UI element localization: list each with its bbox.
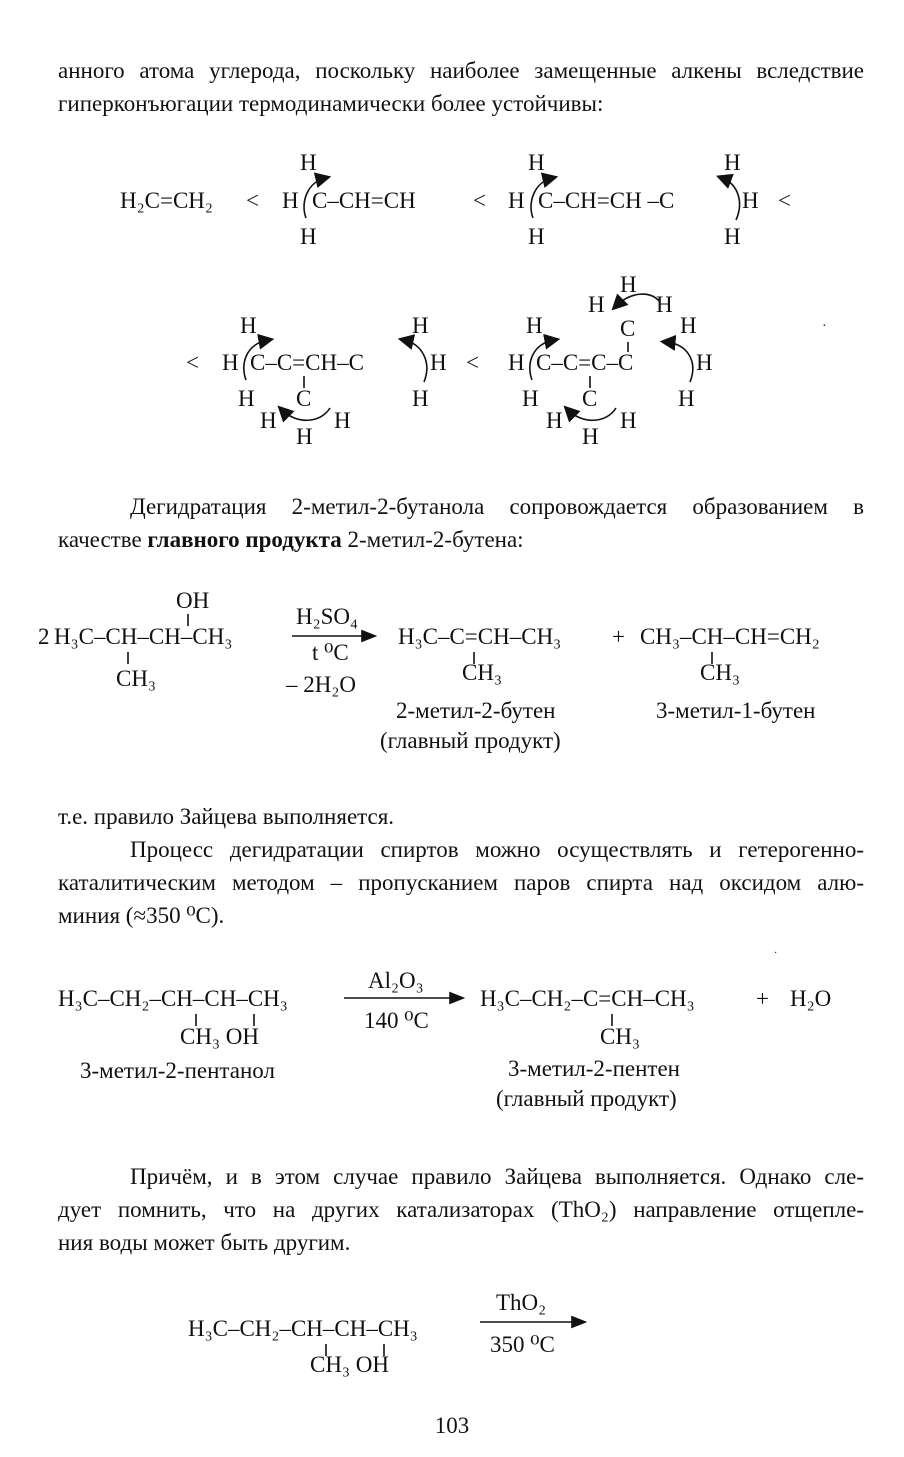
reaction-2 <box>0 950 904 1120</box>
tetrasubstituted-chain: C–C=C–C <box>536 350 634 375</box>
reactant-name: 3-метил-2-пентанол <box>80 1058 275 1083</box>
text-line: Причём, и в этом случае правило Зайцева выполняется. Однако сле- <box>130 1164 864 1189</box>
hydrogen-label: H <box>724 150 741 175</box>
text-line: Процесс дегидратации спиртов можно осуществлять и гетерогенно- <box>130 837 864 862</box>
hydrogen-label: H <box>260 408 277 433</box>
stray-dot: · <box>822 319 827 334</box>
hydrogen-label: H <box>656 292 673 317</box>
hydrogen-label: H <box>334 408 351 433</box>
hydrogen-label: H <box>508 188 525 213</box>
hyperconjugation-scheme <box>0 140 904 460</box>
stray-dot: · <box>774 948 778 959</box>
condition-label: t ⁰C <box>312 640 349 665</box>
product-formula: H₃C–CH₂–C=CH–CH₃ <box>480 986 695 1011</box>
less-than-sign: < <box>186 350 199 375</box>
butene-chain: C–CH=CH –C <box>538 188 675 213</box>
hydrogen-label: H <box>296 424 313 449</box>
substituents-label: CH₃ OH <box>310 1352 389 1377</box>
condition-label: 140 ⁰C <box>364 1008 429 1033</box>
coefficient: 2 <box>38 624 50 649</box>
hydrogen-label: H <box>240 313 257 338</box>
hydrogen-label: H <box>696 350 713 375</box>
reaction-3 <box>0 1280 904 1390</box>
hydrogen-label: H <box>526 313 543 338</box>
hydrogen-label: H <box>238 386 255 411</box>
product-1-name: 2-метил-2-бутен <box>396 698 556 723</box>
product-2-name: 3-метил-1-бутен <box>656 698 816 723</box>
page-number: 103 <box>434 1413 470 1438</box>
carbon-label: C <box>296 386 312 411</box>
paragraph-heterogeneous <box>58 833 864 932</box>
paragraph-zaitsev-note <box>58 800 864 833</box>
hydrogen-label: H <box>724 224 741 249</box>
text-line <box>58 523 864 556</box>
product-name: 3-метил-2-пентен <box>508 1056 680 1081</box>
text-line: Дегидратация 2-метил-2-бутанола сопровождается образованием в <box>130 494 864 519</box>
condition-label: 350 ⁰C <box>490 1332 555 1357</box>
less-than-sign: < <box>778 188 791 213</box>
hydrogen-label: H <box>412 386 429 411</box>
reagent-label: ThO₂ <box>496 1290 547 1315</box>
hydrogen-label: H <box>742 188 759 213</box>
hydrogen-label: H <box>582 424 599 449</box>
propene-chain: C–CH=CH <box>312 188 416 213</box>
product-note: (главный продукт) <box>496 1086 677 1111</box>
hydroxyl-group: OH <box>176 588 210 613</box>
hydrogen-label: H <box>300 150 317 175</box>
water-formula: H₂O <box>790 986 832 1011</box>
methyl-group: CH₃ <box>116 666 156 691</box>
hydrogen-label: H <box>508 350 525 375</box>
less-than-sign: < <box>473 188 486 213</box>
text-span: качестве <box>58 527 148 552</box>
text-line: анного атома углерода, поскольку наиболее замещенные алкены вследствие <box>58 58 864 83</box>
less-than-sign: < <box>466 350 479 375</box>
methyl-group: CH₃ <box>600 1024 640 1049</box>
text-line: ния воды может быть другим. <box>58 1230 351 1255</box>
hydrogen-label: H <box>300 224 317 249</box>
hydrogen-label: H <box>430 350 447 375</box>
reactant-formula: H₃C–CH₂–CH–CH–CH₃ <box>188 1316 418 1341</box>
hydrogen-label: H <box>528 150 545 175</box>
text-line: миния (≈350 ⁰С). <box>58 903 225 928</box>
text-line: т.е. правило Зайцева выполняется. <box>58 804 395 829</box>
substituents-label: CH₃ OH <box>180 1024 259 1049</box>
product-2-formula: CH₃–CH–CH=CH₂ <box>640 624 820 649</box>
text-line: каталитическим методом – пропусканием паров спирта над оксидом алю- <box>58 870 864 895</box>
hydrogen-label: H <box>282 188 299 213</box>
hydrogen-label: H <box>680 313 697 338</box>
paragraph-dehydration <box>58 490 864 556</box>
methyl-group: CH₃ <box>462 660 502 685</box>
carbon-label: C <box>582 386 598 411</box>
plus-sign: + <box>612 624 625 649</box>
hydrogen-label: H <box>222 350 239 375</box>
product-1-formula: H₃C–C=CH–CH₃ <box>398 624 562 649</box>
hydrogen-label: H <box>588 292 605 317</box>
hydrogen-label: H <box>528 224 545 249</box>
hydrogen-label: H <box>412 313 429 338</box>
branched-butene-chain: C–C=CH–C <box>250 350 364 375</box>
plus-sign: + <box>756 986 769 1011</box>
product-1-note: (главный продукт) <box>380 728 561 753</box>
methyl-group: CH₃ <box>700 660 740 685</box>
reagent-label: Al₂O₃ <box>368 968 424 993</box>
paragraph-intro <box>58 54 864 120</box>
reactant-formula: H₃C–CH₂–CH–CH–CH₃ <box>58 986 288 1011</box>
paragraph-catalyst-note <box>58 1160 864 1259</box>
less-than-sign: < <box>246 188 259 213</box>
text-span: 2-метил-2-бутена: <box>341 527 524 552</box>
text-line: гиперконъюгации термодинамически более устойчивы: <box>58 91 604 116</box>
hydrogen-label: H <box>522 386 539 411</box>
water-loss-label: – 2H₂O <box>286 672 356 697</box>
reagent-label: H₂SO₄ <box>296 604 359 629</box>
carbon-label: C <box>620 316 636 341</box>
hydrogen-label: H <box>620 272 637 297</box>
bold-term: главного продукта <box>147 527 342 552</box>
hydrogen-label: H <box>620 408 637 433</box>
reactant-formula: H₃C–CH–CH–CH₃ <box>54 624 233 649</box>
reaction-1 <box>0 580 904 760</box>
hydrogen-label: H <box>546 408 563 433</box>
hydrogen-label: H <box>678 386 695 411</box>
text-line: дует помнить, что на других катализаторах (ThO₂) направление отщепле- <box>58 1197 864 1222</box>
ethylene-formula: H₂C=CH₂ <box>120 188 213 213</box>
